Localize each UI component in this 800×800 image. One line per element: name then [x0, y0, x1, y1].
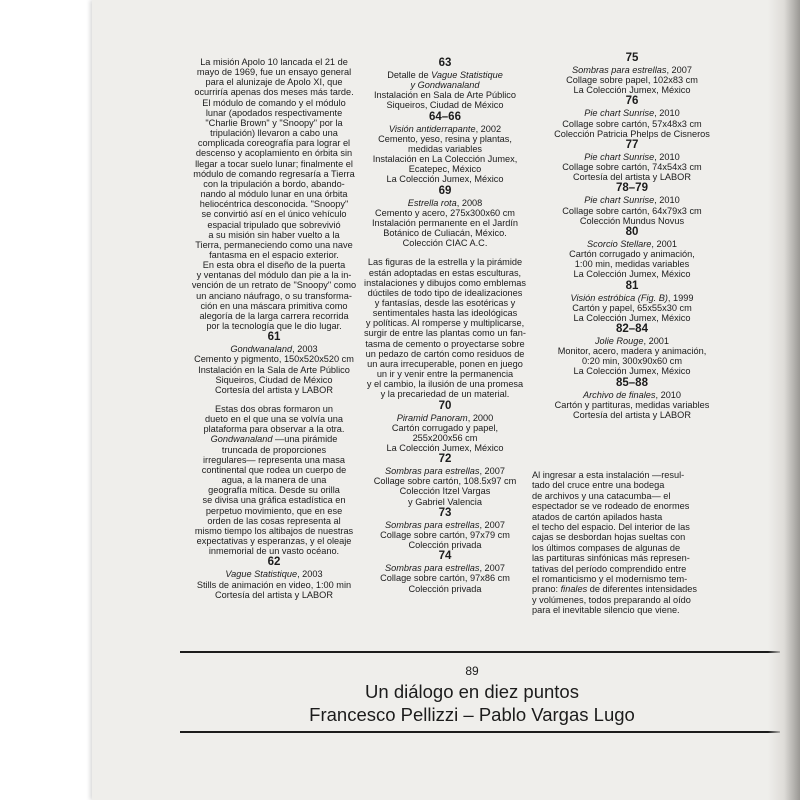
entry-title-line	[349, 124, 541, 134]
entry-number: 61	[267, 331, 281, 344]
entry-title-line-2: y Gondwanaland	[410, 80, 480, 91]
entry-year: , 2008	[456, 197, 483, 208]
entry-title: Scorcio Stellare	[587, 238, 652, 249]
entry-title-line	[532, 195, 732, 205]
entry-title: Sombras para estrellas	[571, 65, 667, 75]
entry-title-line	[532, 293, 732, 303]
entry-year: , 1999	[667, 292, 694, 303]
entry-details: Cartón corrugado y papel, 255x200x56 cm La Colección Jumex, México	[386, 422, 504, 453]
entry-year: , 2003	[292, 344, 318, 355]
column-left	[186, 57, 362, 600]
entry-number: 64–66	[429, 110, 461, 123]
entry-title-line	[349, 466, 541, 476]
column-right	[532, 52, 732, 420]
paragraph-lines: truncada de proporciones irregulares— representa una masa continental que rodea un cuerpo de agua, a la manera de una geografía mítica. Desde su orilla se divisa una gráfica estadística en perpetuo movimiento, que en ese orden de las cosas representa al mismo tiempo los altibajos de nuestras expectativas y esperanzas, y el oleaje inmemorial de un vasto océano.	[194, 444, 354, 557]
entry-number: 78–79	[616, 182, 648, 195]
entry-title: Pie chart Sunrise	[584, 108, 655, 119]
entry-title: Jolie Rouge	[594, 335, 644, 346]
intro-paragraph-2: En esta obra el diseño de la puerta y ventanas del módulo dan pie a la in- vención de un retrato de "Snoopy" como un anciano náufrago, o su transforma- ción en una máscara primitiva como alegoría de la larga carrera recorrida por la tecnología que le dio lugar.	[191, 260, 357, 332]
paragraph-italic: finales	[560, 584, 588, 595]
entry-year: , 2010	[655, 389, 682, 400]
entry-details: Instalación en Sala de Arte Público Siqueiros, Ciudad de México	[374, 90, 516, 111]
page-curl-shadow	[768, 0, 800, 800]
section-title: Un diálogo en diez puntos	[365, 681, 579, 702]
entry-number: 63	[438, 57, 452, 69]
entry-title: Visión antiderrapante	[388, 123, 476, 134]
entry-prefix: Detalle de	[387, 70, 432, 80]
entry-title-line	[186, 344, 362, 354]
entry-details: Monitor, acero, madera y animación, 0:20 min, 300x90x60 cm La Colección Jumex, México	[557, 346, 707, 377]
entry-number: 62	[267, 556, 281, 569]
entry-year: , 2002	[475, 123, 502, 134]
entry-title-line	[532, 239, 732, 249]
entry-details: Cemento y pigmento, 150x520x520 cm Instalación en la Sala de Arte Público Siqueiros, Ciudad de México Cortesía del artista y LABOR	[194, 354, 354, 395]
entry-number: 70	[438, 399, 452, 412]
entry-title: Visión estróbica (Fig. B)	[570, 292, 668, 303]
column-middle	[349, 57, 541, 594]
bottom-rule	[180, 731, 780, 733]
entry-year: , 2003	[297, 569, 323, 580]
entry-title-line	[532, 65, 732, 75]
entry-year: , 2001	[643, 335, 670, 346]
entry-number: 69	[438, 184, 452, 197]
entry-number: 77	[625, 138, 639, 151]
entry-number: 85–88	[616, 376, 648, 389]
entry-details: Collage sobre cartón, 108.5x97 cm Colección Itzel Vargas y Gabriel Valencia	[373, 476, 517, 507]
body-paragraph: Las figuras de la estrella y la pirámide están adoptadas en estas esculturas, instalaciones y dibujos como emblemas dúctiles de todo tipo de idealizaciones y fantasías, desde las esotéricas y sentimentales hasta las ideológicas y políticas. Al romperse y multiplicarse, surgir de entre las plantas como un fan- tasma de cemento o proyectarse sobre un pedazo de cartón como residuos de un aura irrecuperable, ponen en juego un ir y venir entre la permanencia y el cambio, la ilusión de una promesa y la precariedad de un material.	[364, 257, 526, 400]
section-number: 89	[465, 664, 479, 678]
entry-title: Estrella rota	[407, 197, 457, 208]
paragraph-lines: Estas dos obras formaron un dueto en el que una se volvía una plataforma para observar a la otra.	[203, 404, 345, 435]
entry-details: Cemento y acero, 275x300x60 cm Instalación permanente en el Jardín Botánico de Culiacán, México. Colección CIAC A.C.	[371, 207, 519, 249]
entry-title-line	[186, 569, 362, 579]
entry-title: Sombras para estrellas	[384, 563, 480, 574]
entry-title-line	[349, 563, 541, 573]
entry-number: 72	[438, 453, 452, 466]
entry-year: , 2007	[479, 466, 505, 477]
entry-number: 81	[625, 279, 639, 292]
entry-details: Collage sobre cartón, 64x79x3 cm Colección Mundus Novus	[562, 205, 702, 226]
paragraph-italic: Gondwanaland	[210, 434, 273, 445]
paragraph-text: —una pirámide	[272, 434, 338, 445]
entry-title-line	[349, 520, 541, 530]
entry-year: , 2007	[479, 563, 505, 574]
entry-year: , 2010	[654, 108, 680, 119]
entry-number: 74	[438, 550, 452, 563]
paragraph-lines: y volúmenes, todos preparando al oído para el inevitable silencio que viene.	[532, 594, 691, 616]
entry-title-line	[532, 108, 732, 118]
entry-title: Sombras para estrellas	[384, 519, 480, 530]
paragraph-text: de diferentes intensidades	[587, 584, 697, 595]
section-authors: Francesco Pellizzi – Pablo Vargas Lugo	[309, 704, 635, 725]
body-paragraph	[186, 404, 362, 556]
intro-paragraph: La misión Apolo 10 lancada el 21 de mayo de 1969, fue un ensayo general para el alunizaje de Apolo XI, que ocurriría apenas dos meses más tarde. El módulo de comando y el módulo lunar (apodados respectivamente "Charlie Brown" y "Snoopy" por la tripulación) llevaron a cabo una complicada coreografía para lograr el descenso y acoplamiento en órbita sin llegar a tocar suelo lunar; finalmente el módulo de comando regresaría a Tierra con la tripulación a bordo, abando- nando al módulo lunar en una órbita heliocéntrica desconocida. "Snoopy" se convirtió así en el único vehículo espacial tripulado que sobrevivió a su misión sin haber vuelto a la Tierra, permaneciendo como una nave fantasma en el espacio exterior.	[193, 57, 355, 260]
top-rule	[180, 651, 780, 653]
entry-details: Stills de animación en video, 1:00 min Cortesía del artista y LABOR	[196, 579, 352, 600]
entry-details: Collage sobre cartón, 57x48x3 cm Colección Patricia Phelps de Cisneros	[554, 118, 710, 139]
entry-number: 73	[438, 506, 452, 519]
entry-details: Collage sobre cartón, 74x54x3 cm Cortesía del artista y LABOR	[562, 162, 702, 183]
body-paragraph-right	[532, 470, 732, 616]
entry-number: 80	[625, 225, 639, 238]
entry-title: Piramid Panoram	[396, 412, 468, 423]
entry-title-line	[532, 390, 732, 400]
entry-details: Collage sobre cartón, 97x79 cm Colección privada	[380, 529, 510, 551]
paragraph-text: prano:	[532, 584, 561, 595]
entry-title: Vague Statistique	[225, 569, 298, 580]
entry-details: Cartón y papel, 65x55x30 cm La Colección Jumex, México	[572, 302, 692, 323]
entry-year: , 2010	[654, 151, 680, 162]
entry-title-line	[349, 413, 541, 423]
entry-title: Pie chart Sunrise	[584, 195, 655, 206]
entry-details: Collage sobre papel, 102x83 cm La Colección Jumex, México	[566, 75, 698, 96]
entry-year: , 2007	[666, 65, 692, 75]
entry-number: 76	[625, 95, 639, 108]
entry-year: , 2007	[479, 519, 505, 530]
entry-year: , 2000	[467, 412, 494, 423]
entry-title: Vague Statistique	[431, 70, 503, 80]
entry-details: Cartón y partituras, medidas variables Cortesía del artista y LABOR	[554, 399, 710, 420]
entry-year: , 2010	[654, 195, 680, 206]
entry-title: Archivo de finales	[582, 389, 656, 400]
entry-details: Cemento, yeso, resina y plantas, medidas variables Instalación en La Colección Jumex, Ecatepec, México La Colección Jumex, México	[372, 133, 518, 185]
entry-details: Cartón corrugado y animación, 1:00 min, medidas variables La Colección Jumex, México	[569, 249, 695, 280]
entry-details: Collage sobre cartón, 97x86 cm Colección privada	[380, 573, 510, 594]
entry-number: 82–84	[616, 322, 648, 335]
entry-title-line	[532, 336, 732, 346]
book-page	[92, 0, 800, 800]
entry-number: 75	[625, 52, 639, 64]
entry-title-line	[349, 70, 541, 80]
entry-year: , 2001	[651, 238, 677, 249]
entry-title: Sombras para estrellas	[384, 466, 480, 477]
entry-title: Gondwanaland	[230, 344, 293, 355]
entry-title-line	[349, 198, 541, 208]
entry-title-line	[532, 152, 732, 162]
entry-title: Pie chart Sunrise	[584, 151, 655, 162]
paragraph-lines: Al ingresar a esta instalación —resul- tado del cruce entre una bodega de archivos y una catacumba— el espectador se ve rodeado de enormes atados de cartón apilados hasta el techo del espacio. Del interior de las cajas se desbordan hojas sueltas con los últimos compases de algunas de las partituras sinfónicas más represen- tativas del período comprendido entre el romanticismo y el modernismo tem-	[532, 470, 690, 585]
